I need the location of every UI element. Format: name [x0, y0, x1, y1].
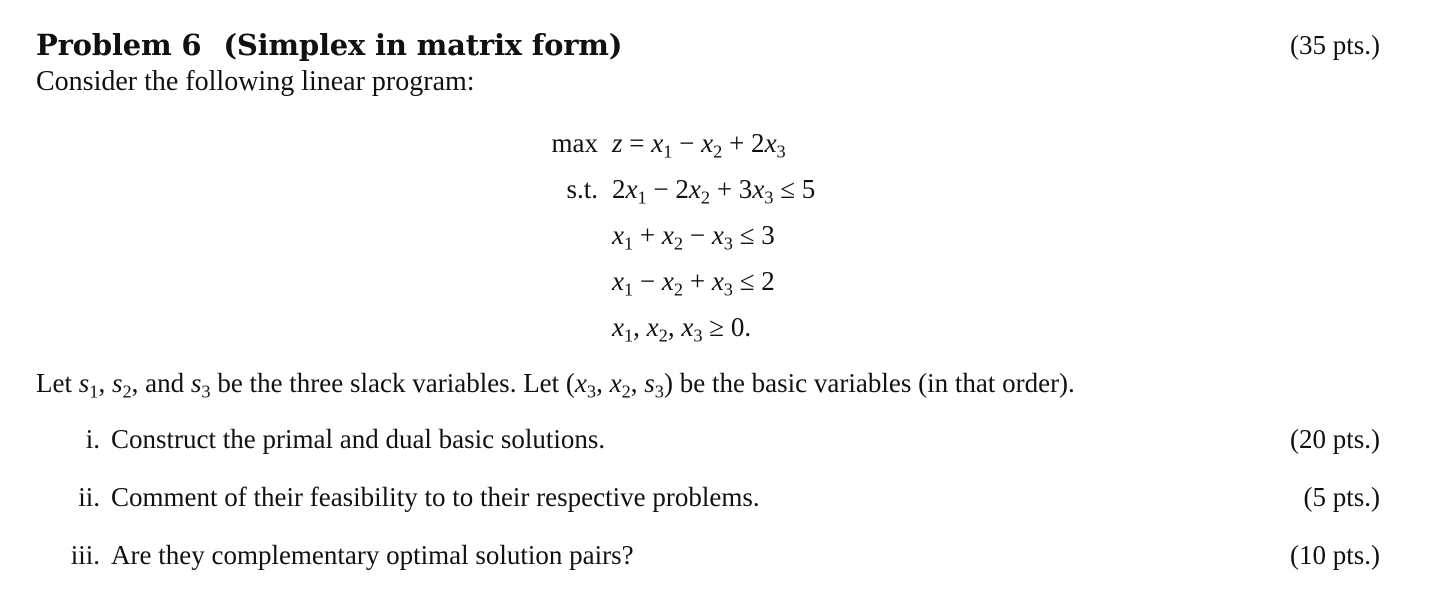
lp-constraint-1: $2x_1 - 2x_2 + 3x_3 \le 5$ — [612, 174, 816, 208]
intro-text: Consider the following linear program: — [36, 66, 475, 97]
item-1-points: (20 pts.) — [1290, 424, 1380, 454]
item-1-marker: i. — [85, 424, 100, 454]
item-2-marker: ii. — [78, 482, 100, 512]
item-3-text: Are they complementary optimal solution pairs? — [111, 540, 634, 570]
item-2-points: (5 pts.) — [1303, 482, 1380, 512]
item-3-marker: iii. — [70, 540, 100, 570]
objective-label: max — [551, 128, 598, 158]
problem-points: (35 pts.) — [1290, 30, 1380, 60]
problem-subtitle: (Simplex in matrix form) — [223, 28, 623, 62]
item-2-text: Comment of their feasibility to to their respective problems. — [111, 482, 760, 512]
lp-objective: $z = x_1 - x_2 + 2x_3$ — [612, 128, 786, 162]
lp-constraint-3: $x_1 - x_2 + x_3 \le 2$ — [612, 266, 775, 300]
problem-title: Problem 6 — [36, 28, 202, 62]
lp-constraint-2: $x_1 + x_2 - x_3 \le 3$ — [612, 220, 775, 254]
constraints-label: s.t. — [566, 174, 598, 204]
item-1-text: Construct the primal and dual basic solutions. — [111, 424, 606, 454]
lp-nonnegativity: $x_1$, $x_2$, $x_3 \ge 0$. — [612, 312, 752, 346]
problem-heading — [36, 28, 622, 62]
slack-paragraph: Let $s_1$, $s_2$, and $s_3$ be the three slack variables. Let ($x_3$, $x_2$, $s_3$) be the basic variables (in that order). — [36, 368, 1075, 402]
item-3-points: (10 pts.) — [1290, 540, 1380, 570]
